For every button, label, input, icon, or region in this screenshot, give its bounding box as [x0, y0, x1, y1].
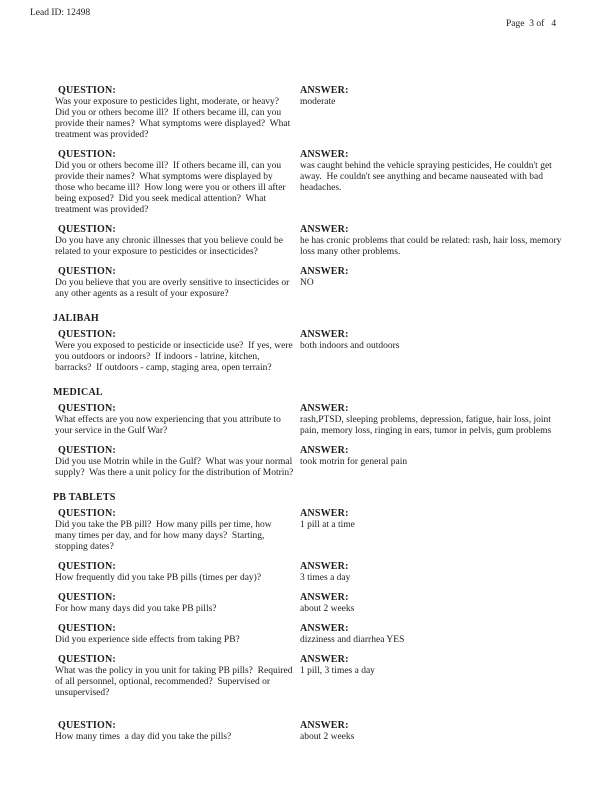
question-text: Do you have any chronic illnesses that you believe could be related to your exposure to pesticides or insecticides?	[55, 236, 286, 257]
answer-cell	[300, 84, 582, 141]
question-label: QUESTION:	[58, 592, 116, 603]
qa-block	[53, 622, 582, 646]
answer-label: ANSWER:	[300, 329, 349, 340]
question-text: Were you exposed to pesticide or insecticide use? If yes, were you outdoors or indoors? If indoors - latrine, kitchen, barracks? If outdoors - camp, staging area, open terrain?	[55, 341, 296, 373]
question-text: How frequently did you take PB pills (times per day)?	[55, 573, 262, 583]
answer-label: ANSWER:	[300, 592, 349, 603]
answer-label: ANSWER:	[300, 623, 349, 634]
question-label: QUESTION:	[58, 445, 116, 456]
question-label: QUESTION:	[58, 654, 116, 665]
answer-cell	[300, 719, 582, 743]
question-text: Did you experience side effects from taking PB?	[55, 635, 240, 645]
question-label: QUESTION:	[58, 561, 116, 572]
answer-cell	[300, 402, 582, 437]
answer-label: ANSWER:	[300, 149, 349, 160]
qa-block	[53, 507, 582, 553]
qa-block	[53, 560, 582, 584]
qa-block	[53, 402, 582, 437]
answer-text: was caught behind the vehicle spraying pesticides, He couldn't get away. He couldn't see anything and became nauseated with bad headaches.	[300, 161, 555, 193]
answer-label: ANSWER:	[300, 85, 349, 96]
answer-text: 1 pill at a time	[300, 520, 355, 530]
answer-label: ANSWER:	[300, 266, 349, 277]
answer-cell	[300, 265, 582, 300]
answer-cell	[300, 653, 582, 699]
answer-text: moderate	[300, 97, 336, 107]
question-label: QUESTION:	[58, 623, 116, 634]
question-text: Did you take the PB pill? How many pills per time, how many times per day, and for how many days? Starting, stopping dates?	[55, 520, 275, 552]
lead-id-label: Lead ID: 12498	[30, 8, 91, 18]
question-cell	[53, 591, 300, 615]
qa-block	[53, 719, 582, 743]
answer-label: ANSWER:	[300, 561, 349, 572]
answer-label: ANSWER:	[300, 445, 349, 456]
question-cell	[53, 84, 300, 141]
answer-cell	[300, 328, 582, 374]
page-number-label: Page 3 of 4	[506, 19, 557, 29]
answer-text: rash,PTSD, sleeping problems, depression, fatigue, hair loss, joint pain, memory loss, ringing in ears, tumor in pelvis, gum problems	[300, 415, 554, 436]
section-header-pb-tablets: PB TABLETS	[53, 492, 116, 503]
question-text: Do you believe that you are overly sensitive to insecticides or any other agents as a result of your exposure?	[55, 278, 292, 299]
qa-block	[53, 223, 582, 258]
question-cell	[53, 328, 300, 374]
answer-label: ANSWER:	[300, 654, 349, 665]
answer-label: ANSWER:	[300, 403, 349, 414]
qa-block	[53, 444, 582, 479]
question-text: Did you use Motrin while in the Gulf? What was your normal supply? Was there a unit policy for the distribution of Motrin?	[55, 457, 295, 478]
question-cell	[53, 223, 300, 258]
question-cell	[53, 622, 300, 646]
qa-block	[53, 265, 582, 300]
question-cell	[53, 560, 300, 584]
question-label: QUESTION:	[58, 266, 116, 277]
answer-text: took motrin for general pain	[300, 457, 408, 467]
answer-label: ANSWER:	[300, 508, 349, 519]
question-label: QUESTION:	[58, 85, 116, 96]
question-text: Was your exposure to pesticides light, moderate, or heavy? Did you or others become ill? If others became ill, can you provide their names? What symptoms were displayed? What treatment was provided?	[55, 97, 293, 140]
qa-block	[53, 653, 582, 699]
question-text: How many times a day did you take the pills?	[55, 732, 232, 742]
answer-cell	[300, 507, 582, 553]
question-cell	[53, 148, 300, 216]
question-cell	[53, 402, 300, 437]
qa-block	[53, 148, 582, 216]
question-cell	[53, 719, 300, 743]
question-text: What was the policy in you unit for taking PB pills? Required of all personnel, optional, recommended? Supervised or unsupervised?	[55, 666, 295, 698]
question-label: QUESTION:	[58, 329, 116, 340]
answer-cell	[300, 560, 582, 584]
question-cell	[53, 444, 300, 479]
qa-content	[53, 84, 582, 743]
question-label: QUESTION:	[58, 149, 116, 160]
question-text: For how many days did you take PB pills?	[55, 604, 217, 614]
answer-cell	[300, 591, 582, 615]
question-cell	[53, 265, 300, 300]
answer-label: ANSWER:	[300, 224, 349, 235]
answer-text: dizziness and diarrhea YES	[300, 635, 405, 645]
answer-cell	[300, 444, 582, 479]
answer-cell	[300, 148, 582, 216]
qa-block	[53, 84, 582, 141]
answer-cell	[300, 622, 582, 646]
question-label: QUESTION:	[58, 508, 116, 519]
question-label: QUESTION:	[58, 720, 116, 731]
question-text: Did you or others become ill? If others became ill, can you provide their names? What symptoms were displayed by those who became ill? How long were you or others ill after being exposed? Did you seek medical attention? What treatment was provided?	[55, 161, 288, 215]
qa-block	[53, 591, 582, 615]
answer-text: both indoors and outdoors	[300, 341, 400, 351]
question-text: What effects are you now experiencing that you attribute to your service in the Gulf War?	[55, 415, 284, 436]
answer-label: ANSWER:	[300, 720, 349, 731]
question-label: QUESTION:	[58, 224, 116, 235]
answer-text: 1 pill, 3 times a day	[300, 666, 375, 676]
answer-text: about 2 weeks	[300, 604, 355, 614]
answer-text: NO	[300, 278, 314, 288]
qa-block	[53, 328, 582, 374]
section-header-medical: MEDICAL	[53, 387, 103, 398]
answer-cell	[300, 223, 582, 258]
question-label: QUESTION:	[58, 403, 116, 414]
answer-text: he has cronic problems that could be related: rash, hair loss, memory loss many other problems.	[300, 236, 564, 257]
answer-text: 3 times a day	[300, 573, 351, 583]
question-cell	[53, 653, 300, 699]
question-cell	[53, 507, 300, 553]
section-header-jalibah: JALIBAH	[53, 313, 99, 324]
answer-text: about 2 weeks	[300, 732, 355, 742]
